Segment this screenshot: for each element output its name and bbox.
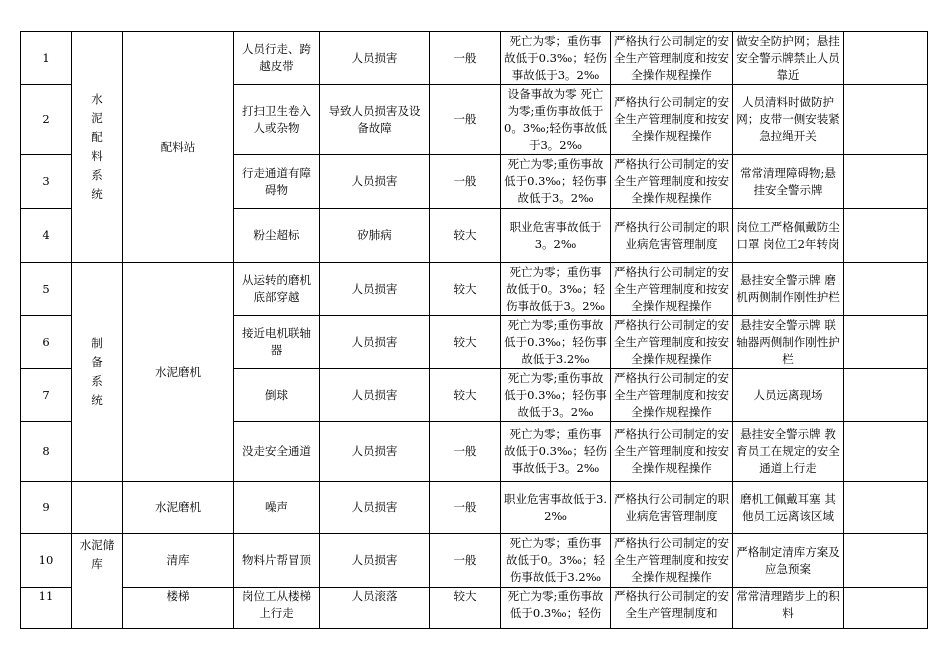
remark-cell [844,588,928,629]
control-goal-cell: 死亡为零;重伤事故低于0.3‰；轻伤 [501,588,611,629]
remark-cell [844,422,928,482]
consequence-cell: 人员损害 [320,534,430,588]
consequence-cell: 人员损害 [320,155,430,209]
remark-cell [844,155,928,209]
hazard-cell: 噪声 [234,482,320,534]
risk-level-cell: 较大 [430,316,501,369]
table-row [21,263,928,316]
hazard-cell: 打扫卫生卷入人或杂物 [234,85,320,155]
hazard-cell: 粉尘超标 [234,209,320,263]
table-row [21,482,928,534]
control-goal-cell: 职业危害事故低于3.2‰ [501,482,611,534]
table-row [21,588,928,629]
system-cell [72,32,123,263]
system-name: 水泥储库 [79,538,115,571]
consequence-cell: 人员损害 [320,422,430,482]
table-row [21,534,928,588]
control-goal-cell: 设备事故为零 死亡为零;重伤事故低于0。3‰;轻伤事故低于3。2‰ [501,85,611,155]
remark-cell [844,316,928,369]
row-number: 8 [21,422,72,482]
risk-level-cell: 一般 [430,422,501,482]
risk-assessment-table [20,31,928,629]
row-number: 7 [21,369,72,422]
consequence-cell: 人员损害 [320,482,430,534]
remark-cell [844,263,928,316]
control-goal-cell: 死亡为零;重伤事故低于0.3‰；轻伤事故低于3.2‰ [501,316,611,369]
hazard-cell: 行走通道有障碍物 [234,155,320,209]
risk-level-cell: 较大 [430,209,501,263]
measure-cell: 人员远离现场 [733,369,844,422]
unit-cell: 配料站 [123,32,234,263]
system-name: 水泥配料系统 [91,92,103,201]
management-cell: 严格执行公司制定的安全生产管理制度和按安全操作规程操作 [611,316,733,369]
hazard-cell: 物料片帮冒顶 [234,534,320,588]
hazard-cell: 人员行走、跨越皮带 [234,32,320,85]
management-cell: 严格执行公司制定的职业病危害管理制度 [611,209,733,263]
control-goal-cell: 死亡为零；重伤事故低于0.3‰；轻伤事故低于3。2‰ [501,422,611,482]
unit-cell: 楼梯 [123,588,234,629]
management-cell: 严格执行公司制定的安全生产管理制度和按安全操作规程操作 [611,534,733,588]
risk-level-cell: 一般 [430,482,501,534]
consequence-cell: 人员损害 [320,263,430,316]
management-cell: 严格执行公司制定的安全生产管理制度和按安全操作规程操作 [611,263,733,316]
hazard-cell: 从运转的磨机底部穿越 [234,263,320,316]
row-number: 6 [21,316,72,369]
consequence-cell: 导致人员损害及设备故障 [320,85,430,155]
system-cell [72,482,123,534]
row-number: 1 [21,32,72,85]
measure-cell: 严格制定清库方案及应急预案 [733,534,844,588]
consequence-cell: 人员损害 [320,316,430,369]
remark-cell [844,209,928,263]
management-cell: 严格执行公司制定的安全生产管理制度和按安全操作规程操作 [611,369,733,422]
remark-cell [844,534,928,588]
row-number: 9 [21,482,72,534]
table-row [21,32,928,85]
risk-level-cell: 较大 [430,263,501,316]
hazard-cell: 没走安全通道 [234,422,320,482]
management-cell: 严格执行公司制定的职业病危害管理制度 [611,482,733,534]
measure-cell: 常常清理踏步上的积料 [733,588,844,629]
management-cell: 严格执行公司制定的安全生产管理制度和按安全操作规程操作 [611,422,733,482]
system-cell [72,534,123,629]
risk-level-cell: 较大 [430,588,501,629]
risk-level-cell: 一般 [430,85,501,155]
remark-cell [844,482,928,534]
measure-cell: 悬挂安全警示牌 教育员工在规定的安全通道上行走 [733,422,844,482]
row-number: 2 [21,85,72,155]
unit-cell: 水泥磨机 [123,482,234,534]
consequence-cell: 人员损害 [320,369,430,422]
management-cell: 严格执行公司制定的安全生产管理制度和按安全操作规程操作 [611,85,733,155]
risk-level-cell: 一般 [430,155,501,209]
unit-cell: 清库 [123,534,234,588]
hazard-cell: 岗位工从楼梯上行走 [234,588,320,629]
control-goal-cell: 死亡为零;重伤事故低于0.3‰；轻伤事故低于3。2‰ [501,369,611,422]
remark-cell [844,369,928,422]
measure-cell: 磨机工佩戴耳塞 其他员工远离该区域 [733,482,844,534]
row-number: 10 [21,534,72,588]
management-cell: 严格执行公司制定的安全生产管理制度和按安全操作规程操作 [611,155,733,209]
row-number: 5 [21,263,72,316]
system-cell [72,263,123,482]
consequence-cell: 矽肺病 [320,209,430,263]
hazard-cell: 倒球 [234,369,320,422]
measure-cell: 做安全防护网；悬挂安全警示牌禁止人员靠近 [733,32,844,85]
management-cell: 严格执行公司制定的安全生产管理制度和 [611,588,733,629]
remark-cell [844,32,928,85]
risk-level-cell: 一般 [430,534,501,588]
consequence-cell: 人员损害 [320,32,430,85]
measure-cell: 常常清理障碍物;悬挂安全警示牌 [733,155,844,209]
management-cell: 严格执行公司制定的安全生产管理制度和按安全操作规程操作 [611,32,733,85]
remark-cell [844,85,928,155]
control-goal-cell: 死亡为零;重伤事故低于0.3‰；轻伤事故低于3。2‰ [501,155,611,209]
row-number: 3 [21,155,72,209]
system-name: 制备系统 [91,336,103,407]
consequence-cell: 人员滚落 [320,588,430,629]
control-goal-cell: 死亡为零；重伤事故低于0.3‰；轻伤事故低于3。2‰ [501,32,611,85]
control-goal-cell: 死亡为零；重伤事故低于0。3‰；轻伤事故低于3.2‰ [501,534,611,588]
row-number: 4 [21,209,72,263]
measure-cell: 岗位工严格佩戴防尘口罩 岗位工2年转岗 [733,209,844,263]
measure-cell: 悬挂安全警示牌 联轴器两侧制作刚性护栏 [733,316,844,369]
measure-cell: 人员清料时做防护网；皮带一侧安装紧急拉绳开关 [733,85,844,155]
measure-cell: 悬挂安全警示牌 磨机两侧制作刚性护栏 [733,263,844,316]
control-goal-cell: 职业危害事故低于3。2‰ [501,209,611,263]
risk-level-cell: 较大 [430,369,501,422]
risk-level-cell: 一般 [430,32,501,85]
control-goal-cell: 死亡为零；重伤事故低于0。3‰；轻伤事故低于3。2‰ [501,263,611,316]
unit-cell: 水泥磨机 [123,263,234,482]
hazard-cell: 接近电机联轴器 [234,316,320,369]
row-number: 11 [21,588,72,629]
